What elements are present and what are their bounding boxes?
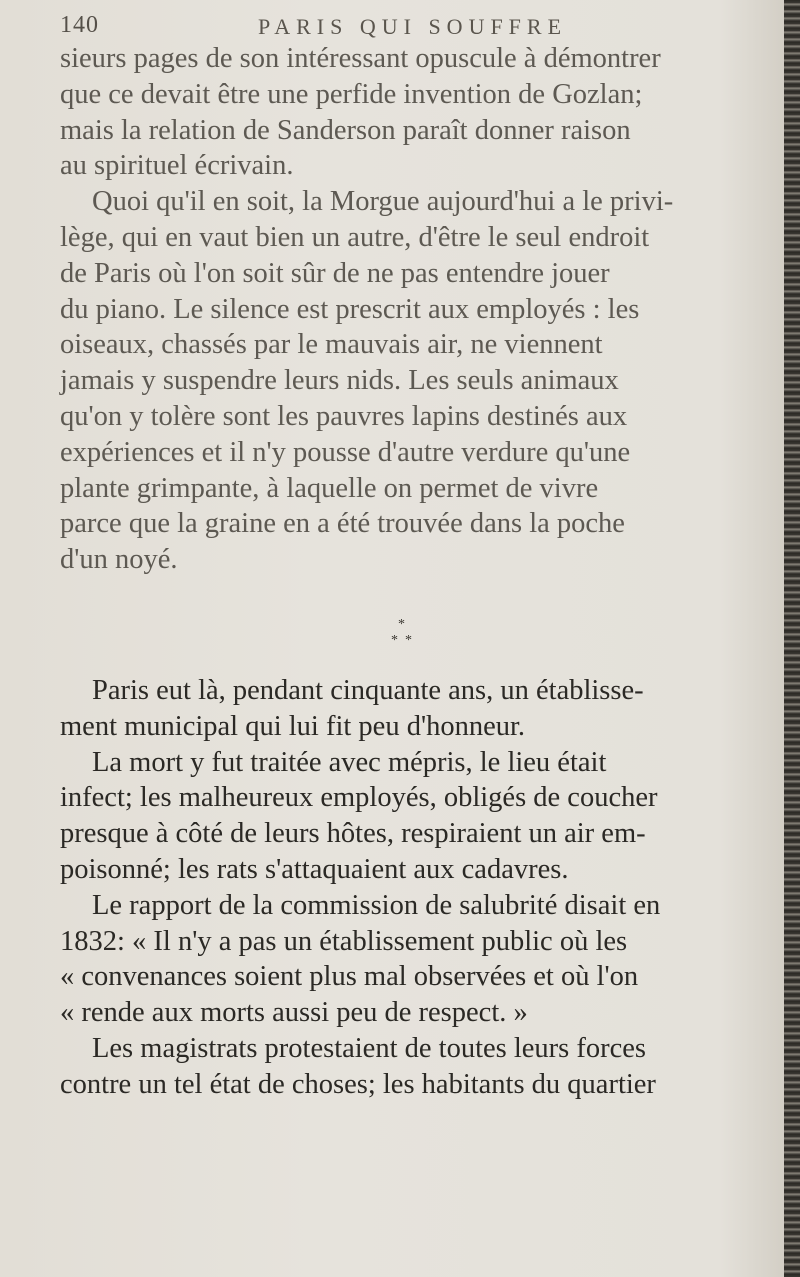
text-line: plante grimpante, à laquelle on permet de vivre (60, 472, 599, 504)
text-line: qu'on y tolère sont les pauvres lapins destinés aux (60, 400, 628, 432)
text-line: de Paris où l'on soit sûr de ne pas entendre jouer (60, 257, 610, 289)
text-line: contre un tel état de choses; les habitants du quartier (60, 1068, 656, 1100)
asterism-separator (60, 578, 772, 673)
text-line: d'un noyé. (60, 544, 178, 576)
paragraph-2 (60, 184, 772, 578)
text-line: Paris eut là, pendant cinquante ans, un établisse- (92, 674, 644, 706)
text-line: oiseaux, chassés par le mauvais air, ne viennent (60, 329, 603, 361)
text-line: 1832: « Il n'y a pas un établissement public où les (60, 925, 628, 957)
text-line: expériences et il n'y pousse d'autre verdure qu'une (60, 436, 631, 468)
text-line: Le rapport de la commission de salubrité disait en (92, 889, 661, 921)
text-line: infect; les malheureux employés, obligés de coucher (60, 782, 658, 814)
body-text (60, 41, 772, 1103)
paragraph-5 (60, 888, 772, 1031)
text-line: poisonné; les rats s'attaquaient aux cadavres. (60, 853, 569, 885)
text-line: que ce devait être une perfide invention de Gozlan; (60, 78, 643, 110)
paragraph-4 (60, 745, 772, 888)
text-line: « convenances soient plus mal observées et où l'on (60, 961, 639, 993)
text-line: sieurs pages de son intéressant opuscule à démontrer (60, 43, 661, 74)
text-line: « rende aux morts aussi peu de respect. » (60, 997, 528, 1029)
paragraph-3 (60, 673, 772, 745)
text-line: jamais y suspendre leurs nids. Les seuls animaux (60, 365, 619, 397)
text-line: ment municipal qui lui fit peu d'honneur. (60, 710, 526, 742)
page-edge-shadow (784, 0, 800, 1277)
paragraph-1 (60, 41, 772, 184)
text-line: au spirituel écrivain. (60, 150, 294, 182)
text-line: La mort y fut traitée avec mépris, le lieu était (92, 746, 607, 778)
text-line: mais la relation de Sanderson paraît donner raison (60, 114, 631, 146)
text-line: Les magistrats protestaient de toutes leurs forces (92, 1032, 646, 1064)
text-line: lège, qui en vaut bien un autre, d'être le seul endroit (60, 221, 650, 253)
text-line: du piano. Le silence est prescrit aux employés : les (60, 293, 640, 325)
asterism-star: * (405, 632, 412, 648)
asterism-star: * (391, 632, 398, 648)
running-title: PARIS QUI SOUFFRE (258, 14, 568, 39)
asterism-star: * (398, 616, 405, 632)
text-line: presque à côté de leurs hôtes, respiraient un air em- (60, 818, 646, 850)
paragraph-6 (60, 1031, 772, 1103)
text-line: Quoi qu'il en soit, la Morgue aujourd'hui a le privi- (92, 186, 674, 218)
text-line: parce que la graine en a été trouvée dans la poche (60, 508, 625, 540)
page-number: 140 (60, 12, 99, 38)
